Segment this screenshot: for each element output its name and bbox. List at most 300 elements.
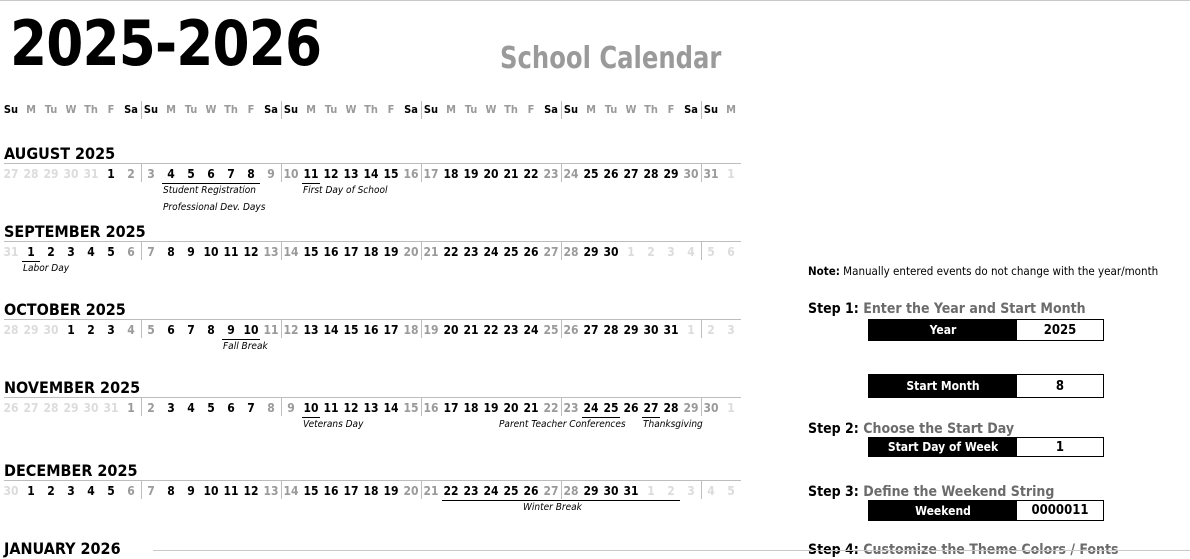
day-cell[interactable]: 31 [83, 167, 99, 181]
month-divider [4, 397, 741, 398]
day-cell[interactable]: 26 [563, 323, 579, 337]
day-cell[interactable]: 22 [443, 484, 459, 498]
day-cell[interactable]: 12 [243, 245, 259, 259]
day-of-week-header: Sa [264, 103, 278, 116]
start-day-label: Start Day of Week [869, 438, 1017, 456]
day-cell[interactable]: 2 [147, 401, 155, 415]
day-cell[interactable]: 29 [683, 401, 699, 415]
week-separator [421, 242, 422, 260]
day-cell[interactable]: 27 [543, 245, 559, 259]
day-cell[interactable]: 1 [727, 167, 735, 181]
day-cell[interactable]: 5 [187, 167, 195, 181]
day-cell[interactable]: 19 [463, 167, 479, 181]
day-cell[interactable]: 11 [223, 245, 239, 259]
day-cell[interactable]: 23 [463, 484, 479, 498]
day-cell[interactable]: 23 [463, 245, 479, 259]
day-cell[interactable]: 2 [707, 323, 715, 337]
day-cell[interactable]: 3 [147, 167, 155, 181]
month-title: AUGUST 2025 [4, 144, 116, 163]
day-cell[interactable]: 30 [683, 167, 699, 181]
day-cell[interactable]: 11 [323, 401, 339, 415]
month-title: JANUARY 2026 [4, 539, 121, 558]
day-cell[interactable]: 4 [187, 401, 195, 415]
step-3-text: Define the Weekend String [863, 484, 1055, 500]
day-of-week-header: Th [504, 103, 518, 116]
day-cell[interactable]: 18 [363, 245, 379, 259]
day-cell[interactable]: 13 [343, 167, 359, 181]
day-cell[interactable]: 2 [667, 484, 675, 498]
day-cell[interactable]: 9 [187, 484, 195, 498]
day-cell[interactable]: 5 [107, 245, 115, 259]
day-cell[interactable]: 21 [503, 167, 519, 181]
day-cell[interactable]: 1 [27, 484, 35, 498]
week-separator [141, 101, 142, 119]
day-cell[interactable]: 14 [283, 245, 299, 259]
day-cell[interactable]: 21 [463, 323, 479, 337]
week-separator [421, 101, 422, 119]
day-cell[interactable]: 15 [303, 484, 319, 498]
day-cell[interactable]: 3 [667, 245, 675, 259]
day-cell[interactable]: 24 [523, 323, 539, 337]
day-of-week-header: Sa [404, 103, 418, 116]
year-field [868, 319, 1104, 341]
day-cell[interactable]: 31 [703, 167, 719, 181]
day-cell[interactable]: 13 [363, 401, 379, 415]
day-cell[interactable]: 14 [363, 167, 379, 181]
day-of-week-header: Tu [324, 103, 338, 116]
day-of-week-header: Tu [604, 103, 618, 116]
step-4-text: Customize the Theme Colors / Fonts [863, 542, 1119, 558]
week-separator [701, 320, 702, 338]
day-cell[interactable]: 1 [627, 245, 635, 259]
day-cell[interactable]: 18 [463, 401, 479, 415]
day-cell[interactable]: 15 [303, 245, 319, 259]
day-cell[interactable]: 19 [423, 323, 439, 337]
note-prefix: Note: [808, 264, 840, 278]
week-separator [561, 242, 562, 260]
day-cell[interactable]: 31 [623, 484, 639, 498]
week-separator [281, 398, 282, 416]
day-cell[interactable]: 28 [563, 484, 579, 498]
day-cell[interactable]: 15 [343, 323, 359, 337]
page-title: 2025-2026 [10, 7, 322, 80]
week-separator [281, 242, 282, 260]
weekend-field [868, 500, 1104, 521]
day-cell[interactable]: 3 [687, 484, 695, 498]
week-separator [421, 320, 422, 338]
day-cell[interactable]: 6 [727, 245, 735, 259]
day-cell[interactable]: 24 [583, 401, 599, 415]
day-cell[interactable]: 12 [283, 323, 299, 337]
event-label: Labor Day [23, 263, 70, 274]
day-of-week-header: W [485, 103, 497, 116]
day-cell[interactable]: 30 [83, 401, 99, 415]
week-separator [421, 481, 422, 499]
week-separator [701, 398, 702, 416]
weekend-label: Weekend [869, 501, 1017, 520]
day-cell[interactable]: 1 [27, 245, 35, 259]
month-title: SEPTEMBER 2025 [4, 222, 146, 241]
day-cell[interactable]: 5 [147, 323, 155, 337]
weekend-input[interactable]: 0000011 [1017, 501, 1103, 520]
day-of-week-header: M [586, 103, 596, 116]
day-cell[interactable]: 8 [247, 167, 255, 181]
week-separator [421, 164, 422, 182]
day-cell[interactable]: 20 [503, 401, 519, 415]
year-input[interactable]: 2025 [1017, 320, 1103, 340]
day-cell[interactable]: 28 [3, 323, 19, 337]
day-cell[interactable]: 3 [107, 323, 115, 337]
week-separator [281, 481, 282, 499]
day-of-week-header: M [26, 103, 36, 116]
start-month-label: Start Month [869, 375, 1017, 397]
day-cell[interactable]: 4 [87, 245, 95, 259]
day-cell[interactable]: 27 [583, 323, 599, 337]
day-cell[interactable]: 28 [563, 245, 579, 259]
day-cell[interactable]: 25 [503, 484, 519, 498]
day-of-week-header: M [166, 103, 176, 116]
step-2 [808, 420, 1014, 438]
day-cell[interactable]: 31 [663, 323, 679, 337]
day-cell[interactable]: 20 [483, 167, 499, 181]
day-cell[interactable]: 4 [687, 245, 695, 259]
day-of-week-header: Tu [464, 103, 478, 116]
month-divider [4, 163, 741, 164]
day-cell[interactable]: 3 [67, 245, 75, 259]
day-cell[interactable]: 6 [127, 484, 135, 498]
day-cell[interactable]: 22 [443, 245, 459, 259]
week-separator [281, 164, 282, 182]
day-cell[interactable]: 7 [227, 167, 235, 181]
day-of-week-header: M [306, 103, 316, 116]
day-cell[interactable]: 2 [127, 167, 135, 181]
day-cell[interactable]: 30 [63, 167, 79, 181]
day-cell[interactable]: 3 [167, 401, 175, 415]
month-title: NOVEMBER 2025 [4, 378, 141, 397]
event-label: Professional Dev. Days [163, 202, 266, 213]
day-cell[interactable]: 31 [3, 245, 19, 259]
day-cell[interactable]: 28 [23, 167, 39, 181]
day-cell[interactable]: 23 [563, 401, 579, 415]
day-of-week-header: Sa [544, 103, 558, 116]
day-cell[interactable]: 21 [423, 245, 439, 259]
day-cell[interactable]: 7 [187, 323, 195, 337]
day-of-week-header: F [527, 103, 535, 116]
day-of-week-header: Sa [684, 103, 698, 116]
day-cell[interactable]: 26 [623, 401, 639, 415]
day-cell[interactable]: 7 [147, 245, 155, 259]
start-month-input[interactable]: 8 [1017, 375, 1103, 397]
day-of-week-header: Su [563, 103, 579, 116]
day-cell[interactable]: 4 [707, 484, 715, 498]
day-cell[interactable]: 29 [583, 245, 599, 259]
month-title: DECEMBER 2025 [4, 461, 138, 480]
day-cell[interactable]: 8 [167, 245, 175, 259]
day-cell[interactable]: 4 [87, 484, 95, 498]
day-cell[interactable]: 8 [167, 484, 175, 498]
day-of-week-header: Th [644, 103, 658, 116]
day-cell[interactable]: 2 [47, 245, 55, 259]
day-cell[interactable]: 22 [523, 167, 539, 181]
day-cell[interactable]: 26 [3, 401, 19, 415]
day-cell[interactable]: 27 [3, 167, 19, 181]
day-cell[interactable]: 21 [423, 484, 439, 498]
day-cell[interactable]: 29 [663, 167, 679, 181]
day-cell[interactable]: 25 [583, 167, 599, 181]
day-cell[interactable]: 19 [483, 401, 499, 415]
event-label: Parent Teacher Conferences [499, 419, 626, 430]
day-cell[interactable]: 7 [147, 484, 155, 498]
day-cell[interactable]: 1 [107, 167, 115, 181]
day-cell[interactable]: 4 [167, 167, 175, 181]
day-cell[interactable]: 5 [707, 245, 715, 259]
day-cell[interactable]: 18 [443, 167, 459, 181]
day-cell[interactable]: 30 [643, 323, 659, 337]
day-cell[interactable]: 27 [543, 484, 559, 498]
day-cell[interactable]: 6 [127, 245, 135, 259]
sheet-bottom-divider [153, 550, 1190, 551]
week-separator [421, 398, 422, 416]
day-of-week-header: Su [3, 103, 19, 116]
day-cell[interactable]: 7 [247, 401, 255, 415]
week-separator [701, 164, 702, 182]
day-cell[interactable]: 9 [287, 401, 295, 415]
day-cell[interactable]: 14 [323, 323, 339, 337]
day-cell[interactable]: 25 [503, 245, 519, 259]
day-of-week-header: W [345, 103, 357, 116]
note-body: Manually entered events do not change with the year/month [843, 264, 1159, 278]
day-cell[interactable]: 10 [203, 484, 219, 498]
day-cell[interactable]: 2 [87, 323, 95, 337]
step-1-label: Step 1: [808, 301, 859, 317]
day-of-week-header: F [107, 103, 115, 116]
day-cell[interactable]: 30 [703, 401, 719, 415]
day-cell[interactable]: 3 [67, 484, 75, 498]
page-subtitle: School Calendar [500, 41, 722, 76]
day-of-week-header: Su [423, 103, 439, 116]
day-cell[interactable]: 16 [403, 167, 419, 181]
week-separator [701, 101, 702, 119]
day-of-week-header: Su [143, 103, 159, 116]
day-cell[interactable]: 1 [127, 401, 135, 415]
day-cell[interactable]: 26 [523, 484, 539, 498]
step-2-label: Step 2: [808, 421, 859, 437]
event-label: Student Registration [163, 185, 256, 196]
day-cell[interactable]: 6 [167, 323, 175, 337]
day-cell[interactable]: 1 [647, 484, 655, 498]
day-cell[interactable]: 2 [647, 245, 655, 259]
day-of-week-header: W [625, 103, 637, 116]
week-separator [561, 398, 562, 416]
day-of-week-header: W [65, 103, 77, 116]
day-cell[interactable]: 29 [623, 323, 639, 337]
day-cell[interactable]: 9 [187, 245, 195, 259]
day-cell[interactable]: 30 [3, 484, 19, 498]
day-cell[interactable]: 26 [603, 167, 619, 181]
week-separator [561, 164, 562, 182]
day-cell[interactable]: 23 [503, 323, 519, 337]
day-of-week-header: Th [364, 103, 378, 116]
day-of-week-header: M [726, 103, 736, 116]
step-3 [808, 483, 1054, 501]
day-cell[interactable]: 5 [207, 401, 215, 415]
step-3-label: Step 3: [808, 484, 859, 500]
year-label: Year [869, 320, 1017, 340]
day-cell[interactable]: 12 [343, 401, 359, 415]
day-of-week-header: W [205, 103, 217, 116]
day-cell[interactable]: 1 [687, 323, 695, 337]
day-cell[interactable]: 26 [523, 245, 539, 259]
day-cell[interactable]: 13 [303, 323, 319, 337]
day-cell[interactable]: 10 [283, 167, 299, 181]
day-cell[interactable]: 1 [727, 401, 735, 415]
day-cell[interactable]: 27 [23, 401, 39, 415]
day-cell[interactable]: 10 [303, 401, 319, 415]
event-label: Fall Break [223, 341, 268, 352]
day-cell[interactable]: 17 [443, 401, 459, 415]
day-of-week-header: Su [283, 103, 299, 116]
day-cell[interactable]: 18 [363, 484, 379, 498]
day-cell[interactable]: 12 [243, 484, 259, 498]
day-cell[interactable]: 21 [523, 401, 539, 415]
day-of-week-header: Tu [44, 103, 58, 116]
day-cell[interactable]: 19 [383, 245, 399, 259]
month-divider [4, 480, 741, 481]
day-cell[interactable]: 8 [207, 323, 215, 337]
week-separator [141, 242, 142, 260]
day-cell[interactable]: 18 [403, 323, 419, 337]
day-of-week-header: Sa [124, 103, 138, 116]
day-cell[interactable]: 11 [263, 323, 279, 337]
day-cell[interactable]: 25 [543, 323, 559, 337]
event-label: Thanksgiving [643, 419, 703, 430]
day-cell[interactable]: 20 [443, 323, 459, 337]
week-separator [561, 320, 562, 338]
week-separator [561, 101, 562, 119]
day-cell[interactable]: 17 [343, 245, 359, 259]
day-cell[interactable]: 4 [127, 323, 135, 337]
event-label: Winter Break [523, 502, 582, 513]
day-cell[interactable]: 25 [603, 401, 619, 415]
step-2-text: Choose the Start Day [863, 421, 1015, 437]
week-separator [141, 320, 142, 338]
day-cell[interactable]: 28 [603, 323, 619, 337]
day-cell[interactable]: 14 [383, 401, 399, 415]
day-cell[interactable]: 20 [403, 245, 419, 259]
week-separator [141, 164, 142, 182]
day-cell[interactable]: 16 [423, 401, 439, 415]
day-of-week-header: F [667, 103, 675, 116]
week-separator [141, 398, 142, 416]
day-cell[interactable]: 29 [63, 401, 79, 415]
start-month-field [868, 374, 1104, 398]
week-separator [701, 481, 702, 499]
day-cell[interactable]: 30 [43, 323, 59, 337]
day-cell[interactable]: 19 [383, 484, 399, 498]
day-cell[interactable]: 6 [207, 167, 215, 181]
day-cell[interactable]: 5 [727, 484, 735, 498]
day-cell[interactable]: 16 [363, 323, 379, 337]
month-divider [4, 319, 741, 320]
month-divider [4, 241, 741, 242]
day-cell[interactable]: 28 [643, 167, 659, 181]
day-cell[interactable]: 29 [583, 484, 599, 498]
day-cell[interactable]: 11 [303, 167, 319, 181]
day-cell[interactable]: 15 [383, 167, 399, 181]
day-cell[interactable]: 16 [323, 484, 339, 498]
start-day-field [868, 437, 1104, 457]
week-separator [561, 481, 562, 499]
day-cell[interactable]: 29 [23, 323, 39, 337]
day-cell[interactable]: 6 [227, 401, 235, 415]
day-of-week-header: Th [84, 103, 98, 116]
day-cell[interactable]: 24 [483, 484, 499, 498]
day-cell[interactable]: 27 [623, 167, 639, 181]
day-cell[interactable]: 5 [107, 484, 115, 498]
day-cell[interactable]: 28 [663, 401, 679, 415]
day-cell[interactable]: 2 [47, 484, 55, 498]
event-label: First Day of School [303, 185, 388, 196]
week-separator [281, 101, 282, 119]
day-cell[interactable]: 15 [403, 401, 419, 415]
day-cell[interactable]: 8 [267, 401, 275, 415]
day-cell[interactable]: 24 [483, 245, 499, 259]
start-day-input[interactable]: 1 [1017, 438, 1103, 456]
day-cell[interactable]: 10 [203, 245, 219, 259]
day-cell[interactable]: 17 [423, 167, 439, 181]
week-separator [281, 320, 282, 338]
day-of-week-header: Su [703, 103, 719, 116]
day-cell[interactable]: 23 [543, 167, 559, 181]
day-of-week-header: M [446, 103, 456, 116]
day-cell[interactable]: 9 [227, 323, 235, 337]
day-cell[interactable]: 11 [223, 484, 239, 498]
day-cell[interactable]: 30 [603, 245, 619, 259]
event-label: Veterans Day [303, 419, 364, 430]
step-1 [808, 300, 1086, 318]
day-cell[interactable]: 13 [263, 245, 279, 259]
day-cell[interactable]: 20 [403, 484, 419, 498]
day-cell[interactable]: 22 [543, 401, 559, 415]
day-cell[interactable]: 24 [563, 167, 579, 181]
day-of-week-header: Th [224, 103, 238, 116]
day-cell[interactable]: 29 [43, 167, 59, 181]
step-4-label: Step 4: [808, 542, 859, 558]
day-cell[interactable]: 14 [283, 484, 299, 498]
day-cell[interactable]: 3 [727, 323, 735, 337]
day-cell[interactable]: 16 [323, 245, 339, 259]
day-of-week-header: Tu [184, 103, 198, 116]
day-cell[interactable]: 12 [323, 167, 339, 181]
day-cell[interactable]: 31 [103, 401, 119, 415]
week-separator [701, 242, 702, 260]
day-cell[interactable]: 13 [263, 484, 279, 498]
day-cell[interactable]: 22 [483, 323, 499, 337]
day-cell[interactable]: 17 [343, 484, 359, 498]
day-cell[interactable]: 9 [267, 167, 275, 181]
day-cell[interactable]: 17 [383, 323, 399, 337]
day-cell[interactable]: 1 [67, 323, 75, 337]
day-cell[interactable]: 27 [643, 401, 659, 415]
day-cell[interactable]: 30 [603, 484, 619, 498]
day-cell[interactable]: 10 [243, 323, 259, 337]
month-title: OCTOBER 2025 [4, 300, 126, 319]
day-cell[interactable]: 28 [43, 401, 59, 415]
step-1-text: Enter the Year and Start Month [863, 301, 1086, 317]
week-separator [141, 481, 142, 499]
note-text [808, 263, 1158, 279]
day-of-week-header: F [247, 103, 255, 116]
